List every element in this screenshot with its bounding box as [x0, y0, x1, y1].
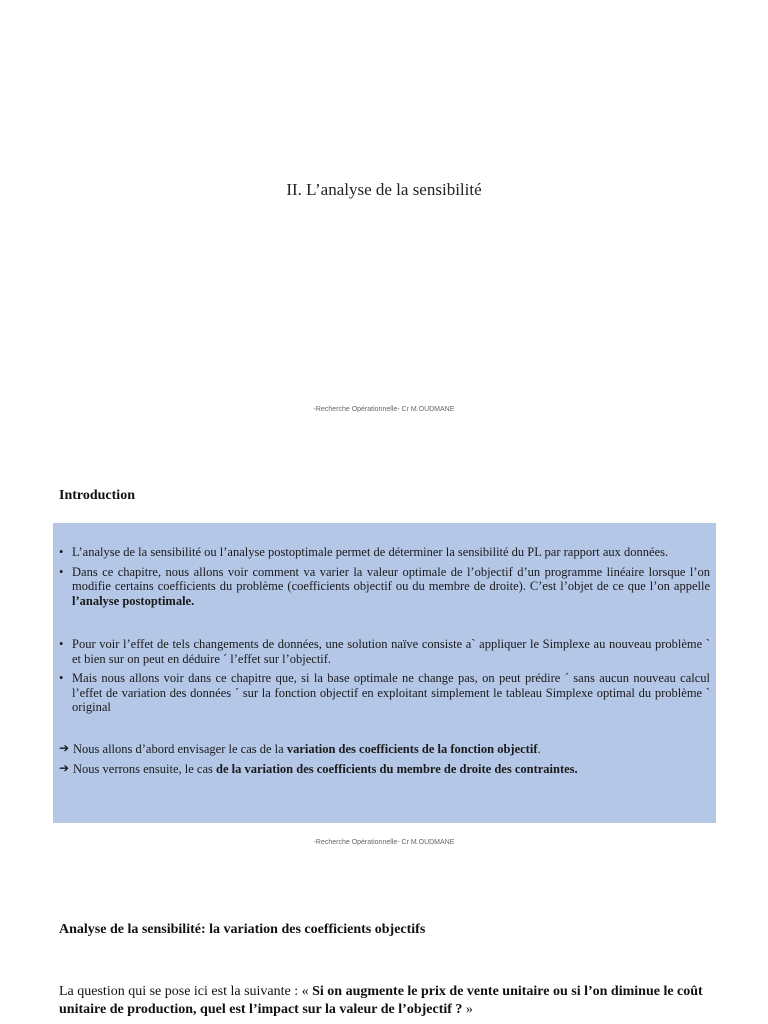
arrow-icon: ➔ — [59, 740, 70, 755]
question-suffix: » — [462, 1002, 473, 1017]
bullet-icon: • — [59, 564, 64, 579]
bullet-item — [59, 565, 710, 609]
section-heading: Analyse de la sensibilité: la variation des coefficients objectifs — [59, 922, 426, 937]
bullet-icon: • — [59, 637, 64, 651]
arrow-tail-text: . — [537, 741, 541, 756]
bullet-text: Pour voir l’effet de tels changements de données, une solution naïve consiste a` appliquer le Simplexe au nouveau problème ` et bien sur on peut en déduire ´ l’effet sur l’objectif. — [72, 637, 710, 666]
bullet-item — [59, 545, 710, 560]
question-bold: Si on augmente le prix de vente unitaire ou si l’on diminue le coût unitaire de production, quel est l’impact sur la valeur de l’objectif ? — [59, 984, 703, 1017]
bullet-bold-text: l’analyse postoptimale. — [72, 593, 195, 608]
introduction-heading: Introduction — [59, 488, 135, 503]
arrow-icon: ➔ — [59, 761, 70, 775]
bullet-icon: • — [59, 671, 64, 685]
bullet-item — [59, 671, 710, 715]
arrow-item — [59, 742, 710, 757]
slide-footer: -Recherche Opérationnelle- Cr M.OUDMANE — [313, 839, 455, 846]
slide-title: II. L’analyse de la sensibilité — [286, 180, 482, 199]
slide-footer: -Recherche Opérationnelle- Cr M.OUDMANE — [313, 406, 455, 413]
arrow-text: Nous allons d’abord envisager le cas de la — [73, 741, 287, 756]
bullet-item — [59, 637, 710, 666]
arrow-item — [59, 762, 710, 777]
bullet-text: L’analyse de la sensibilité ou l’analyse postoptimale permet de déterminer la sensibilité du PL par rapport aux données. — [72, 545, 669, 559]
question-paragraph — [59, 983, 709, 1019]
question-prefix: La question qui se pose ici est la suivante : « — [59, 984, 313, 999]
bullet-text: Mais nous allons voir dans ce chapitre que, si la base optimale ne change pas, on peut prédire ´ sans aucun nouveau calcul l’effet de variation des données ´ sur la fonction objectif en exploitant simplement le tableau Simplexe optimal du problème ` original — [72, 671, 710, 714]
bullet-text: Dans ce chapitre, nous allons voir comment va varier la valeur optimale de l’objectif d’un programme linéaire lorsque l’on modifie certains coefficients du problème (coefficients objectif ou du membre de droite). C’est l’objet de ce que l’on appelle — [72, 564, 710, 593]
arrow-bold-text: variation des coefficients de la fonction objectif — [286, 741, 538, 756]
arrow-bold-text: de la variation des coefficients du membre de droite des contraintes. — [216, 762, 578, 776]
arrow-text: Nous verrons ensuite, le cas — [73, 762, 217, 776]
introduction-box — [53, 523, 716, 823]
bullet-icon: • — [59, 545, 64, 559]
